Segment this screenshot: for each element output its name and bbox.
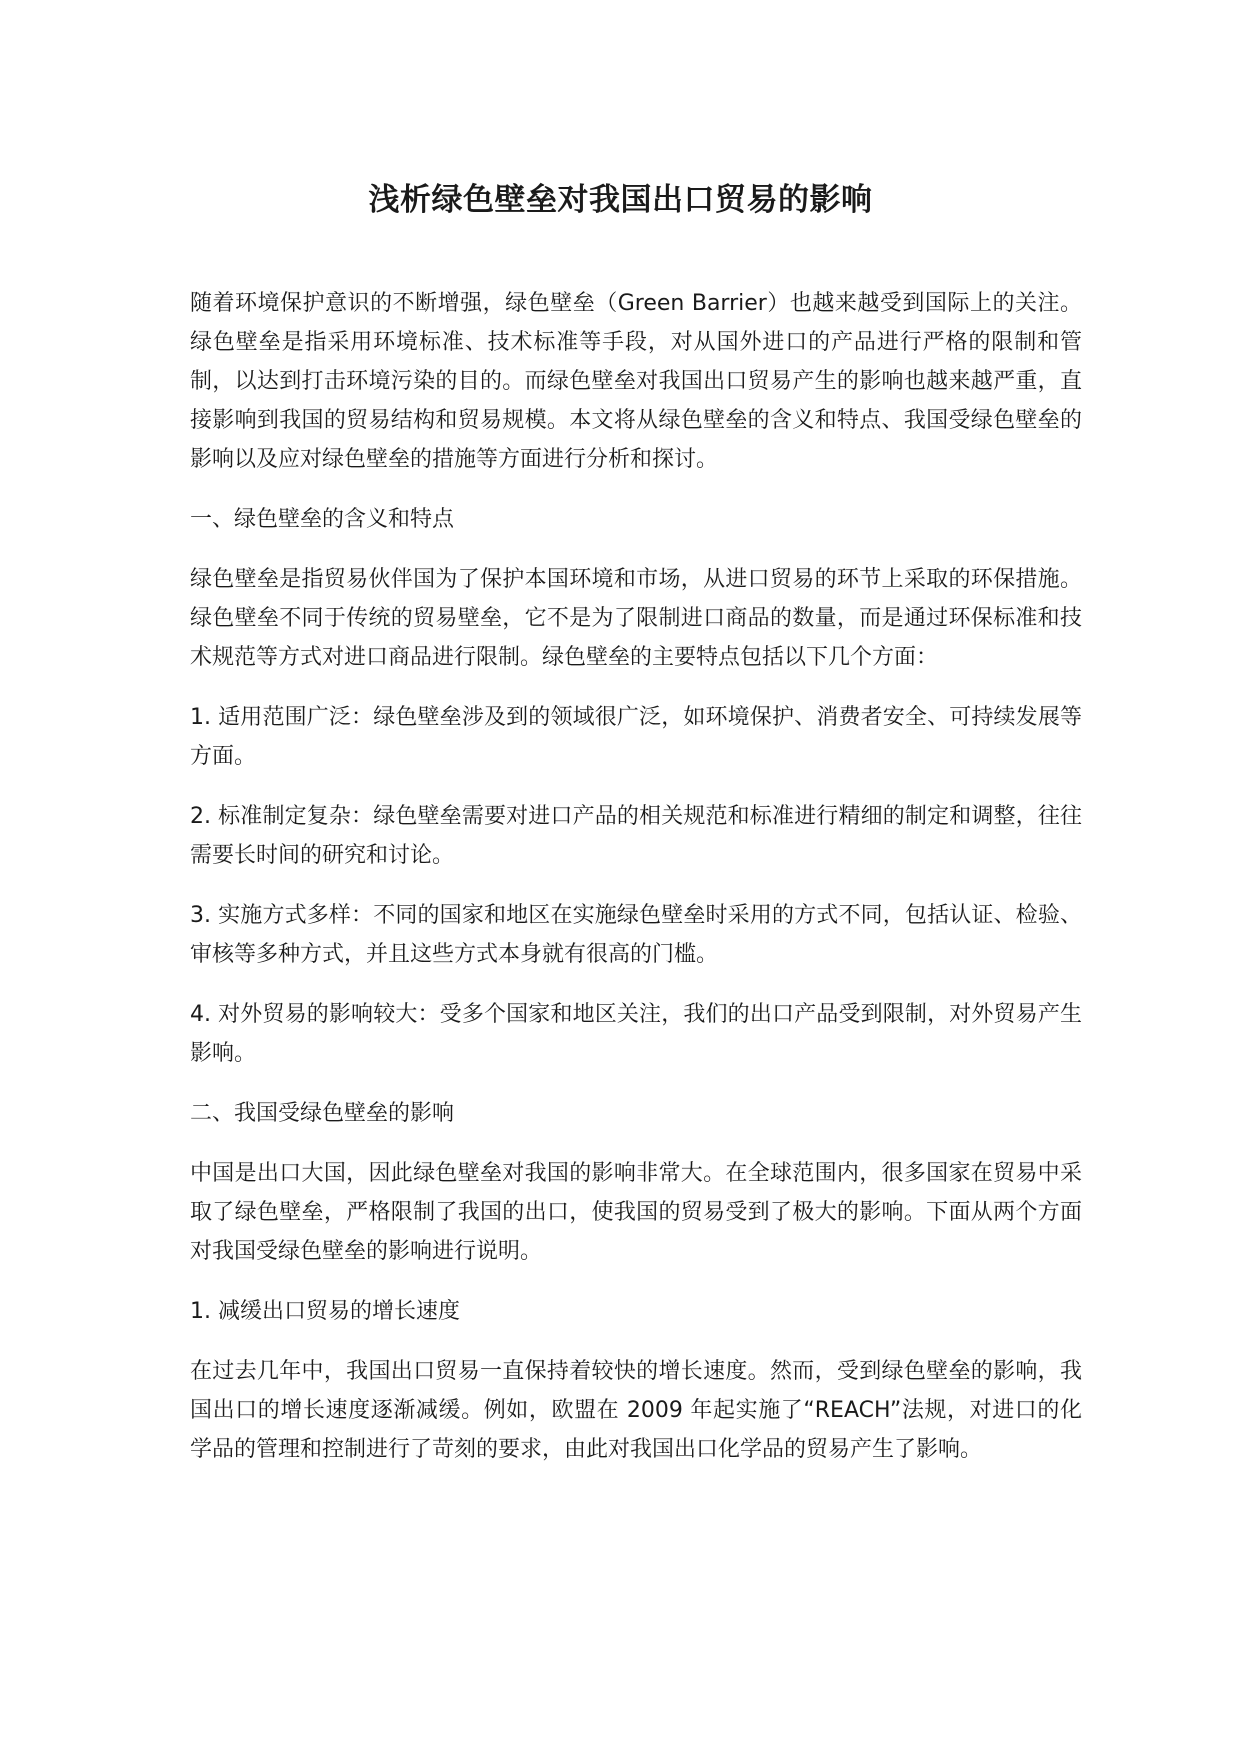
growth-paragraph: 在过去几年中，我国出口贸易一直保持着较快的增长速度。然而，受到绿色壁垒的影响，我国出口的增长速度逐渐减缓。例如，欧盟在 2009 年起实施了“REACH”法规，对进口的化学品的管理和控制进行了苛刻的要求，由此对我国出口化学品的贸易产生了影响。 xyxy=(190,1359,1082,1462)
feature-item-3: 3. 实施方式多样：不同的国家和地区在实施绿色壁垒时采用的方式不同，包括认证、检验、审核等多种方式，并且这些方式本身就有很高的门槛。 xyxy=(190,903,1082,967)
section-heading-2: 二、我国受绿色壁垒的影响 xyxy=(190,1101,455,1126)
intro-paragraph: 随着环境保护意识的不断增强，绿色壁垒（Green Barrier）也越来越受到国际上的关注。绿色壁垒是指采用环境标准、技术标准等手段，对从国外进口的产品进行严格的限制和管制，以达到打击环境污染的目的。而绿色壁垒对我国出口贸易产生的影响也越来越严重，直接影响到我国的贸易结构和贸易规模。本文将从绿色壁垒的含义和特点、我国受绿色壁垒的影响以及应对绿色壁垒的措施等方面进行分析和探讨。 xyxy=(190,291,1082,472)
definition-paragraph: 绿色壁垒是指贸易伙伴国为了保护本国环境和市场，从进口贸易的环节上采取的环保措施。绿色壁垒不同于传统的贸易壁垒，它不是为了限制进口商品的数量，而是通过环保标准和技术规范等方式对进口商品进行限制。绿色壁垒的主要特点包括以下几个方面： xyxy=(190,567,1082,670)
document-title: 浅析绿色壁垒对我国出口贸易的影响 xyxy=(368,182,873,218)
subsection-heading-1: 1. 减缓出口贸易的增长速度 xyxy=(190,1299,460,1324)
feature-item-4: 4. 对外贸易的影响较大：受多个国家和地区关注，我们的出口产品受到限制，对外贸易产生影响。 xyxy=(190,1002,1082,1066)
section-heading-1: 一、绿色壁垒的含义和特点 xyxy=(190,507,455,532)
document-body xyxy=(190,284,1082,1490)
feature-item-2: 2. 标准制定复杂：绿色壁垒需要对进口产品的相关规范和标准进行精细的制定和调整，往往需要长时间的研究和讨论。 xyxy=(190,804,1082,868)
impact-paragraph: 中国是出口大国，因此绿色壁垒对我国的影响非常大。在全球范围内，很多国家在贸易中采取了绿色壁垒，严格限制了我国的出口，使我国的贸易受到了极大的影响。下面从两个方面对我国受绿色壁垒的影响进行说明。 xyxy=(190,1161,1082,1264)
feature-item-1: 1. 适用范围广泛：绿色壁垒涉及到的领域很广泛，如环境保护、消费者安全、可持续发展等方面。 xyxy=(190,705,1082,769)
